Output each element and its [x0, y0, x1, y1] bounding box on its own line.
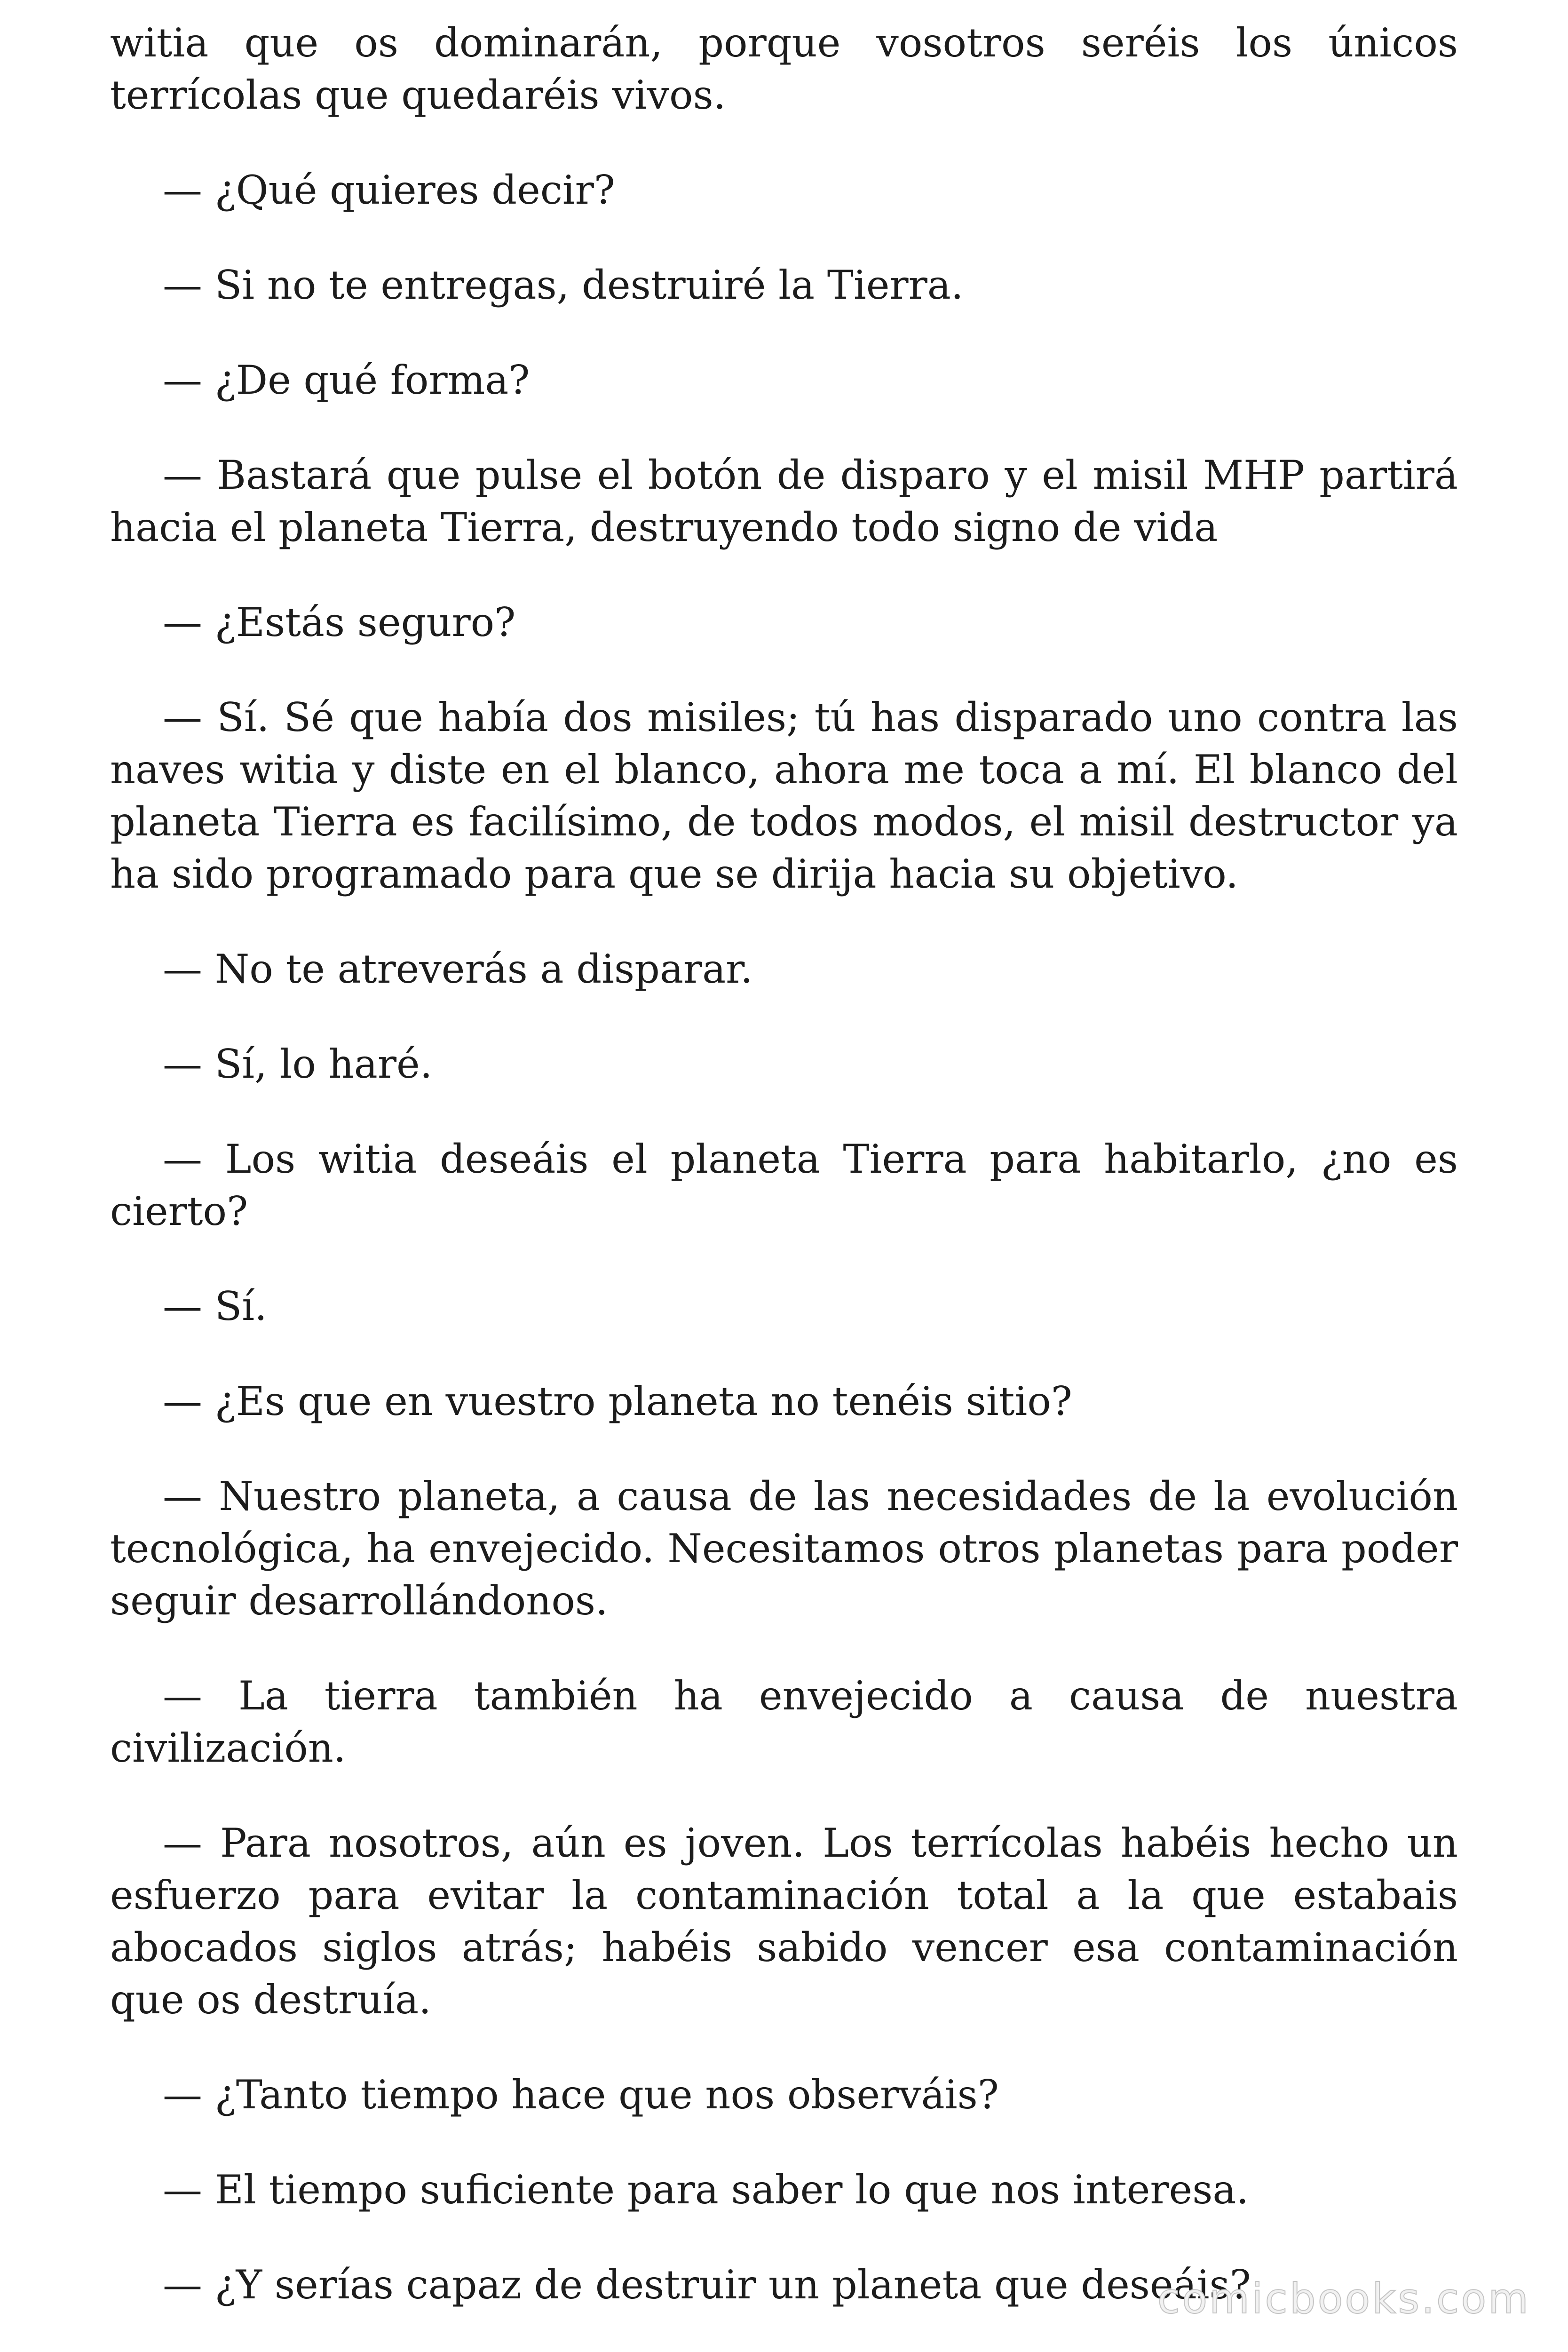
dialogue-line: — Sí. Sé que había dos misiles; tú has disparado uno contra las naves witia y diste en el blanco, ahora me toca a mí. El blanco del planeta Tierra es facilísimo, de todos modos, el misil destructor ya ha sido programado para que se dirija hacia su objetivo. — [110, 694, 1458, 897]
dialogue-line: — La tierra también ha envejecido a causa de nuestra civilización. — [110, 1673, 1458, 1771]
dialogue-line: — ¿Y serías capaz de destruir un planeta que deseáis? — [163, 2262, 1251, 2308]
dialogue-line: — ¿Es que en vuestro planeta no tenéis sitio? — [163, 1378, 1072, 1424]
paragraph: witia que os dominarán, porque vosotros seréis los únicos terrícolas que quedaréis vivos. — [110, 20, 1458, 118]
dialogue-line: — Bastará que pulse el botón de disparo y el misil MHP partirá hacia el planeta Tierra, destruyendo todo signo de vida — [110, 452, 1458, 550]
dialogue-line: — ¿Tanto tiempo hace que nos observáis? — [163, 2072, 999, 2118]
dialogue-line: — ¿Estás seguro? — [163, 599, 516, 645]
dialogue-line: — Sí, lo haré. — [163, 1041, 433, 1087]
dialogue-line: — Si no te entregas, destruiré la Tierra. — [163, 262, 964, 308]
dialogue-line: — ¿De qué forma? — [163, 357, 530, 403]
dialogue-line: — ¿Qué quieres decir? — [163, 167, 615, 213]
watermark: comicbooks.com — [1157, 2274, 1530, 2323]
dialogue-line: — No te atreverás a disparar. — [163, 946, 753, 992]
dialogue-line: — Los witia deseáis el planeta Tierra para habitarlo, ¿no es cierto? — [110, 1136, 1458, 1234]
page-text — [110, 17, 1458, 2352]
dialogue-line: — Sí. — [163, 1283, 267, 1329]
dialogue-line: — Nuestro planeta, a causa de las necesidades de la evolución tecnológica, ha envejecido. Necesitamos otros planetas para poder seguir desarrollándonos. — [110, 1473, 1458, 1624]
dialogue-line: — Para nosotros, aún es joven. Los terrícolas habéis hecho un esfuerzo para evitar la contaminación total a la que estabais abocados siglos atrás; habéis sabido vencer esa contaminación que os destruía. — [110, 1820, 1458, 2023]
dialogue-line: — El tiempo suficiente para saber lo que nos interesa. — [163, 2167, 1249, 2213]
